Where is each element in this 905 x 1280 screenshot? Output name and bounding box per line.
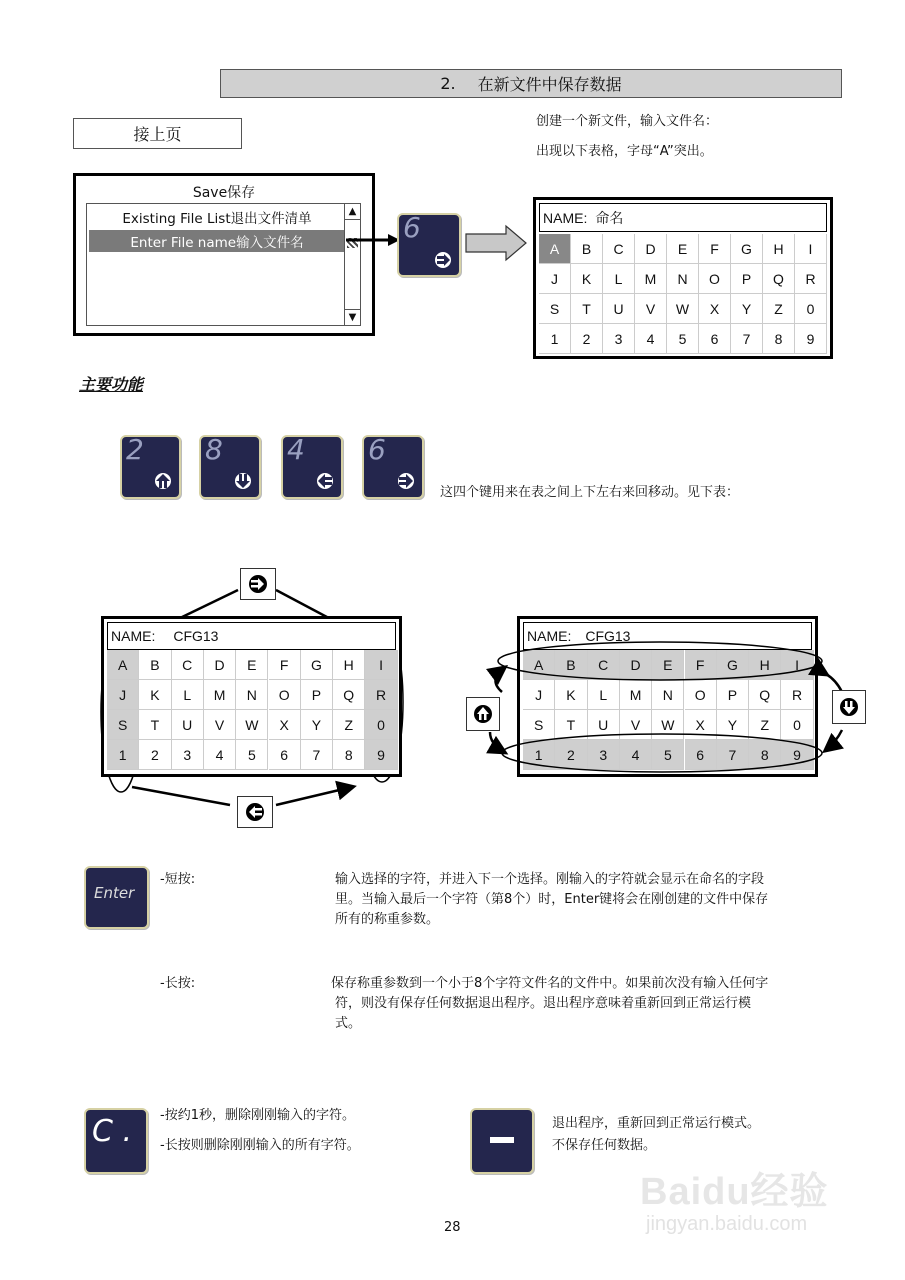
left-arrow-icon [315, 471, 335, 491]
key-digit: 6 [403, 211, 421, 244]
grid-cell[interactable]: J [539, 264, 571, 294]
clear-key-label: C . [92, 1114, 133, 1149]
watermark-logo: Baidu经验 [640, 1171, 829, 1213]
grid-cell[interactable]: 2 [571, 324, 603, 354]
grid-cell[interactable]: 2 [139, 740, 171, 770]
grid-cell[interactable]: F [699, 234, 731, 264]
name-field-value: CFG13 [585, 628, 631, 644]
grid-cell[interactable]: 6 [685, 740, 717, 770]
down-arrow-icon [233, 471, 253, 491]
intro-line-1: 创建一个新文件，输入文件名： [536, 114, 719, 129]
grid-cell[interactable]: D [620, 650, 652, 680]
grid-cell[interactable]: N [667, 264, 699, 294]
grid-cell[interactable]: 7 [301, 740, 333, 770]
key-digit: 2 [126, 433, 144, 466]
up-key-indicator [466, 697, 500, 731]
name-field-label: NAME: [543, 209, 588, 226]
key-digit: 6 [368, 433, 386, 466]
grid-cell[interactable]: A [523, 650, 555, 680]
menu-item-existing-file-list[interactable]: Existing File List退出文件清单 [122, 211, 312, 227]
grid-cell[interactable]: E [236, 650, 268, 680]
minus-key[interactable] [470, 1108, 534, 1174]
grid-cell[interactable]: Y [301, 710, 333, 740]
grid-cell[interactable]: P [717, 680, 749, 710]
grid-cell[interactable]: B [571, 234, 603, 264]
grid-cell[interactable]: R [781, 680, 813, 710]
grid-cell[interactable]: X [269, 710, 301, 740]
grid-cell[interactable]: Y [731, 294, 763, 324]
grid-cell[interactable]: P [731, 264, 763, 294]
grid-cell[interactable]: Q [333, 680, 365, 710]
grid-cell[interactable]: 1 [523, 740, 555, 770]
grid-cell[interactable]: 6 [699, 324, 731, 354]
grid-cell[interactable]: L [172, 680, 204, 710]
grid-cell[interactable]: K [555, 680, 587, 710]
right-diagram-annotations [480, 640, 860, 790]
grid-cell[interactable]: D [204, 650, 236, 680]
grid-cell[interactable]: 9 [795, 324, 827, 354]
grid-cell[interactable]: I [795, 234, 827, 264]
grid-cell[interactable]: S [107, 710, 139, 740]
grid-cell[interactable]: E [667, 234, 699, 264]
grid-cell[interactable]: 5 [652, 740, 684, 770]
grid-cell[interactable]: T [571, 294, 603, 324]
grid-cell[interactable]: C [603, 234, 635, 264]
text-line: 输入选择的字符，并进入下一个选择。刚输入的字符就会显示在命名的字段 [335, 872, 765, 887]
grid-cell[interactable]: 9 [365, 740, 397, 770]
grid-cell[interactable]: G [301, 650, 333, 680]
grid-cell[interactable]: 2 [555, 740, 587, 770]
grid-cell[interactable]: 8 [749, 740, 781, 770]
grid-cell[interactable]: A [539, 234, 571, 264]
scroll-up-icon[interactable]: ▲ [345, 204, 360, 220]
grid-cell[interactable]: W [652, 710, 684, 740]
grid-cell[interactable]: V [204, 710, 236, 740]
grid-cell[interactable]: V [635, 294, 667, 324]
grid-cell[interactable]: C [588, 650, 620, 680]
grid-cell[interactable]: X [699, 294, 731, 324]
key-digit: 4 [287, 433, 305, 466]
grid-cell[interactable]: Z [763, 294, 795, 324]
grid-cell[interactable]: U [588, 710, 620, 740]
short-press-description [335, 870, 768, 930]
section-heading: 主要功能 [79, 375, 144, 394]
up-arrow-icon [467, 698, 499, 730]
grid-cell[interactable]: Z [333, 710, 365, 740]
name-field[interactable] [539, 203, 827, 232]
nav-keys-description: 这四个键用来在表之间上下左右来回移动。见下表： [440, 485, 740, 500]
page-number: 28 [444, 1220, 461, 1235]
grid-cell[interactable]: 4 [620, 740, 652, 770]
short-press-label: -短按: [160, 872, 196, 887]
clear-long-press-text: -长按则删除刚刚输入的所有字符。 [160, 1138, 360, 1153]
name-field-value: 命名 [595, 209, 624, 226]
grid-cell[interactable]: K [571, 264, 603, 294]
name-field-label: NAME: [527, 628, 572, 644]
grid-cell[interactable]: 8 [333, 740, 365, 770]
grid-cell[interactable]: 3 [603, 324, 635, 354]
down-key-indicator [832, 690, 866, 724]
grid-cell[interactable]: G [731, 234, 763, 264]
continued-label: 接上页 [73, 118, 242, 149]
intro-line-2: 出现以下表格，字母“A”突出。 [536, 144, 713, 159]
grid-cell[interactable]: S [523, 710, 555, 740]
exit-text-line-1: 退出程序，重新回到正常运行模式。 [552, 1116, 761, 1131]
grid-cell[interactable]: R [795, 264, 827, 294]
grid-cell[interactable]: L [588, 680, 620, 710]
name-table-column-wrap [101, 616, 402, 777]
text-line: 式。 [335, 1016, 362, 1031]
key-2-up[interactable] [120, 435, 181, 499]
key-6-right[interactable] [397, 213, 461, 277]
long-press-label: -长按: [160, 976, 196, 991]
grid-cell[interactable]: 0 [365, 710, 397, 740]
grid-cell[interactable]: 3 [588, 740, 620, 770]
grid-cell[interactable]: 0 [781, 710, 813, 740]
grid-cell[interactable]: 0 [795, 294, 827, 324]
grid-cell[interactable]: 3 [172, 740, 204, 770]
enter-key[interactable] [84, 866, 149, 929]
grid-cell[interactable]: H [749, 650, 781, 680]
right-arrow-icon [433, 251, 453, 269]
grid-cell[interactable]: U [172, 710, 204, 740]
down-arrow-icon [833, 691, 865, 723]
grid-cell[interactable]: 4 [204, 740, 236, 770]
text-line: 符，则没有保存任何数据退出程序。退出程序意味着重新回到正常运行模 [335, 996, 752, 1011]
section-title-bar [220, 69, 842, 98]
grid-cell[interactable]: W [667, 294, 699, 324]
grid-cell[interactable]: M [635, 264, 667, 294]
grid-cell[interactable]: I [781, 650, 813, 680]
section-number: 2. [440, 74, 456, 93]
grid-cell[interactable]: W [236, 710, 268, 740]
grid-cell[interactable]: 1 [107, 740, 139, 770]
key-6-right[interactable] [362, 435, 424, 499]
right-arrow-icon [396, 471, 416, 491]
grid-cell[interactable]: 5 [667, 324, 699, 354]
left-arrow-icon [238, 797, 272, 827]
clear-key[interactable] [84, 1108, 148, 1174]
grid-cell[interactable]: Q [749, 680, 781, 710]
grid-cell[interactable]: T [139, 710, 171, 740]
grid-cell[interactable]: Q [763, 264, 795, 294]
grid-cell[interactable]: M [620, 680, 652, 710]
arrow-to-key-icon [340, 230, 402, 250]
text-line: 保存称重参数到一个小于8个字符文件名的文件中。如果前次没有输入任何字 [331, 976, 769, 991]
grid-cell[interactable]: 1 [539, 324, 571, 354]
grid-cell[interactable]: K [139, 680, 171, 710]
name-field-value: CFG13 [173, 628, 219, 644]
big-arrow-icon [464, 224, 530, 262]
scrollbar[interactable] [344, 204, 360, 325]
grid-cell[interactable]: R [365, 680, 397, 710]
grid-cell[interactable]: T [555, 710, 587, 740]
grid-cell[interactable]: Z [749, 710, 781, 740]
name-field-label: NAME: [111, 628, 156, 644]
grid-cell[interactable]: 9 [781, 740, 813, 770]
save-menu-window [73, 173, 375, 336]
grid-cell[interactable]: M [204, 680, 236, 710]
grid-cell[interactable]: D [635, 234, 667, 264]
grid-cell[interactable]: 6 [269, 740, 301, 770]
grid-cell[interactable]: B [555, 650, 587, 680]
grid-cell[interactable]: A [107, 650, 139, 680]
clear-short-press-text: -按约1秒，删除刚刚输入的字符。 [160, 1108, 355, 1123]
right-key-indicator [240, 568, 276, 600]
grid-cell[interactable]: S [539, 294, 571, 324]
grid-cell[interactable]: 4 [635, 324, 667, 354]
grid-cell[interactable]: F [269, 650, 301, 680]
enter-key-label: Enter [94, 884, 135, 902]
name-field[interactable] [107, 622, 396, 650]
long-press-description [331, 974, 768, 1034]
grid-cell[interactable]: O [685, 680, 717, 710]
left-key-indicator [237, 796, 273, 828]
text-line: 所有的称重参数。 [335, 912, 440, 927]
minus-icon [490, 1137, 514, 1143]
grid-cell[interactable]: 7 [717, 740, 749, 770]
section-title: 在新文件中保存数据 [477, 75, 622, 94]
grid-cell[interactable]: 7 [731, 324, 763, 354]
grid-cell[interactable]: O [269, 680, 301, 710]
exit-text-line-2: 不保存任何数据。 [552, 1138, 657, 1153]
grid-cell[interactable]: X [685, 710, 717, 740]
grid-cell[interactable]: G [717, 650, 749, 680]
scroll-down-icon[interactable]: ▼ [345, 309, 360, 325]
grid-cell[interactable]: C [172, 650, 204, 680]
watermark-url: jingyan.baidu.com [646, 1213, 808, 1235]
right-arrow-icon [241, 569, 275, 599]
grid-cell[interactable]: P [301, 680, 333, 710]
grid-cell[interactable]: O [699, 264, 731, 294]
grid-cell[interactable]: 8 [763, 324, 795, 354]
grid-cell[interactable]: N [652, 680, 684, 710]
grid-cell[interactable]: F [685, 650, 717, 680]
up-arrow-icon [153, 471, 173, 491]
text-line: 里。当输入最后一个字符（第8个）时，Enter键将会在刚创建的文件中保存 [335, 892, 769, 907]
key-4-left[interactable] [281, 435, 343, 499]
key-8-down[interactable] [199, 435, 261, 499]
grid-cell[interactable]: N [236, 680, 268, 710]
key-digit: 8 [205, 433, 223, 466]
grid-cell[interactable]: B [139, 650, 171, 680]
save-menu-list [86, 203, 361, 326]
grid-cell[interactable]: J [523, 680, 555, 710]
grid-cell[interactable]: I [365, 650, 397, 680]
grid-cell[interactable]: L [603, 264, 635, 294]
save-menu-title: Save保存 [192, 185, 256, 201]
grid-cell[interactable]: Y [717, 710, 749, 740]
grid-cell[interactable]: H [333, 650, 365, 680]
grid-cell[interactable]: 5 [236, 740, 268, 770]
grid-cell[interactable]: J [107, 680, 139, 710]
grid-cell[interactable]: V [620, 710, 652, 740]
menu-item-enter-file-name[interactable]: Enter File name输入文件名 [89, 230, 345, 252]
grid-cell[interactable]: E [652, 650, 684, 680]
grid-cell[interactable]: H [763, 234, 795, 264]
name-entry-table [533, 197, 833, 359]
grid-cell[interactable]: U [603, 294, 635, 324]
